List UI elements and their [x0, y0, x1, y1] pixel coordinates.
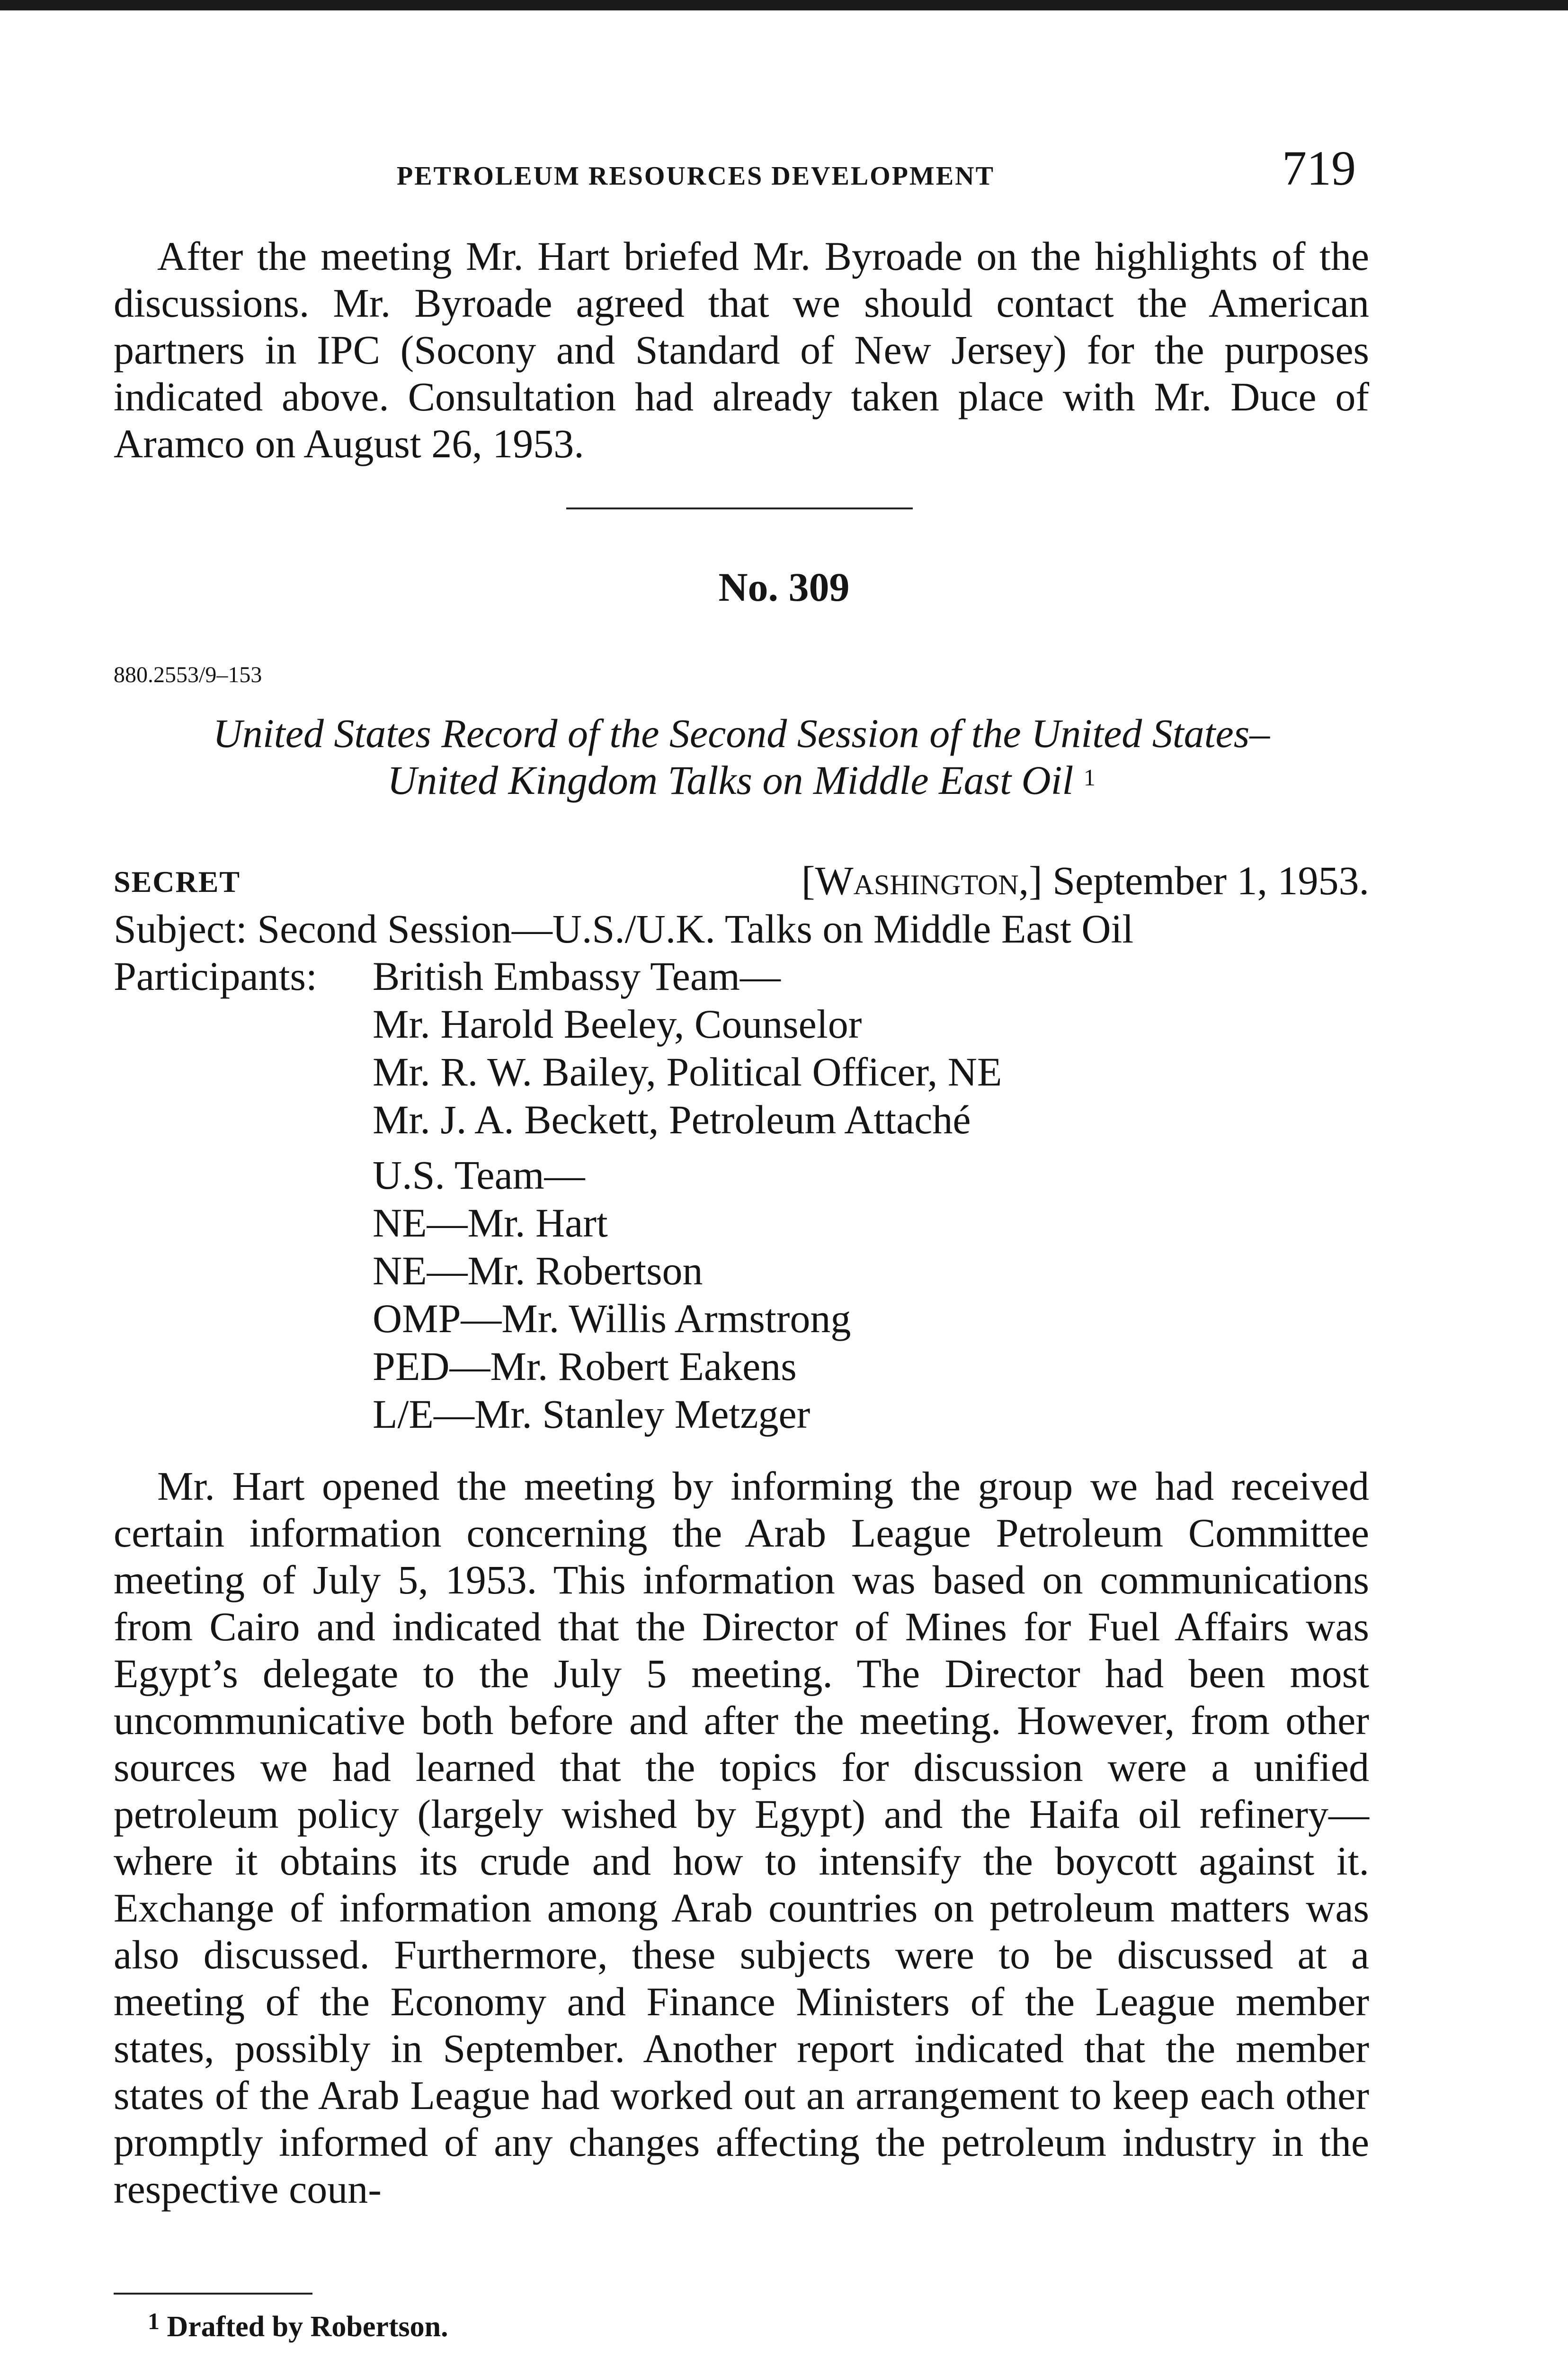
document-number: No. 309 — [718, 564, 850, 610]
running-head: PETROLEUM RESOURCES DEVELOPMENT — [397, 161, 995, 191]
title-footnote-marker: 1 — [1083, 764, 1096, 791]
participants-list — [373, 952, 1002, 1438]
dateline-date: September 1, 1953. — [1052, 858, 1369, 903]
participant-item: Mr. Harold Beeley, Counselor — [373, 1001, 862, 1047]
intro-paragraph — [114, 233, 1369, 467]
participant-item: NE—Mr. Robertson — [373, 1248, 703, 1293]
document-title-line-1: United States Record of the Second Session of the United States– — [213, 711, 1270, 756]
footnote-text: Drafted by Robertson. — [167, 2311, 448, 2343]
footnote-marker: 1 — [148, 2308, 160, 2334]
participant-item: Mr. J. A. Beckett, Petroleum Attaché — [373, 1097, 971, 1142]
scan-top-edge — [0, 0, 1568, 10]
body-paragraph — [114, 1463, 1369, 2213]
document-title-line-2-wrap — [114, 757, 1369, 804]
document-title — [114, 710, 1369, 804]
footnote — [148, 2310, 448, 2344]
participants-label: Participants: — [114, 953, 317, 999]
subject-line: Subject: Second Session—U.S./U.K. Talks on Middle East Oil — [114, 906, 1134, 952]
participant-group-british: British Embassy Team— — [373, 953, 781, 999]
footnote-rule — [114, 2293, 312, 2295]
page-number: 719 — [1282, 141, 1356, 196]
body-paragraph-text: Mr. Hart opened the meeting by informing the group we had received certain information concerning the Arab League Petroleum Committee meeting of July 5, 1953. This information was based on communications from Cairo and indicated that the Director of Mines for Fuel Affairs was Egypt’s delegate to the July 5 meeting. The Director had been most uncommunicative both before and after the meeting. However, from other sources we had learned that the topics for discussion were a unified petroleum policy (largely wished by Egypt) and the Haifa oil refinery— where it obtains its crude and how to intensify the boycott against it. Exchange of information among Arab countries on petroleum matters was also discussed. Furthermore, these subjects were to be discussed at a meeting of the Economy and Finance Ministers of the League member states, possibly in September. Another report indicated that the member states of the Arab League had worked out an arrangement to keep each other promptly informed of any changes affecting the petroleum industry in the respective coun- — [114, 1463, 1369, 2212]
participant-item: OMP—Mr. Willis Armstrong — [373, 1296, 851, 1341]
section-divider — [566, 507, 913, 509]
intro-paragraph-text: After the meeting Mr. Hart briefed Mr. Byroade on the highlights of the discussions. Mr. Byroade agreed that we should contact the American partners in IPC (Socony and Standard of New Jersey) for the purposes indicated above. Consultation had already taken place with Mr. Duce of Aramco on August 26, 1953. — [114, 233, 1369, 466]
participant-item: L/E—Mr. Stanley Metzger — [373, 1391, 811, 1437]
classification-label: SECRET — [114, 865, 241, 899]
dateline-place: [Washington,] — [801, 858, 1042, 903]
participant-item: PED—Mr. Robert Eakens — [373, 1344, 797, 1389]
file-number: 880.2553/9–153 — [114, 662, 262, 687]
participant-group-us: U.S. Team— — [373, 1152, 585, 1198]
dateline — [802, 857, 1369, 904]
participant-item: Mr. R. W. Bailey, Political Officer, NE — [373, 1049, 1002, 1095]
document-title-line-2: United Kingdom Talks on Middle East Oil — [387, 757, 1074, 803]
participant-item: NE—Mr. Hart — [373, 1200, 608, 1246]
